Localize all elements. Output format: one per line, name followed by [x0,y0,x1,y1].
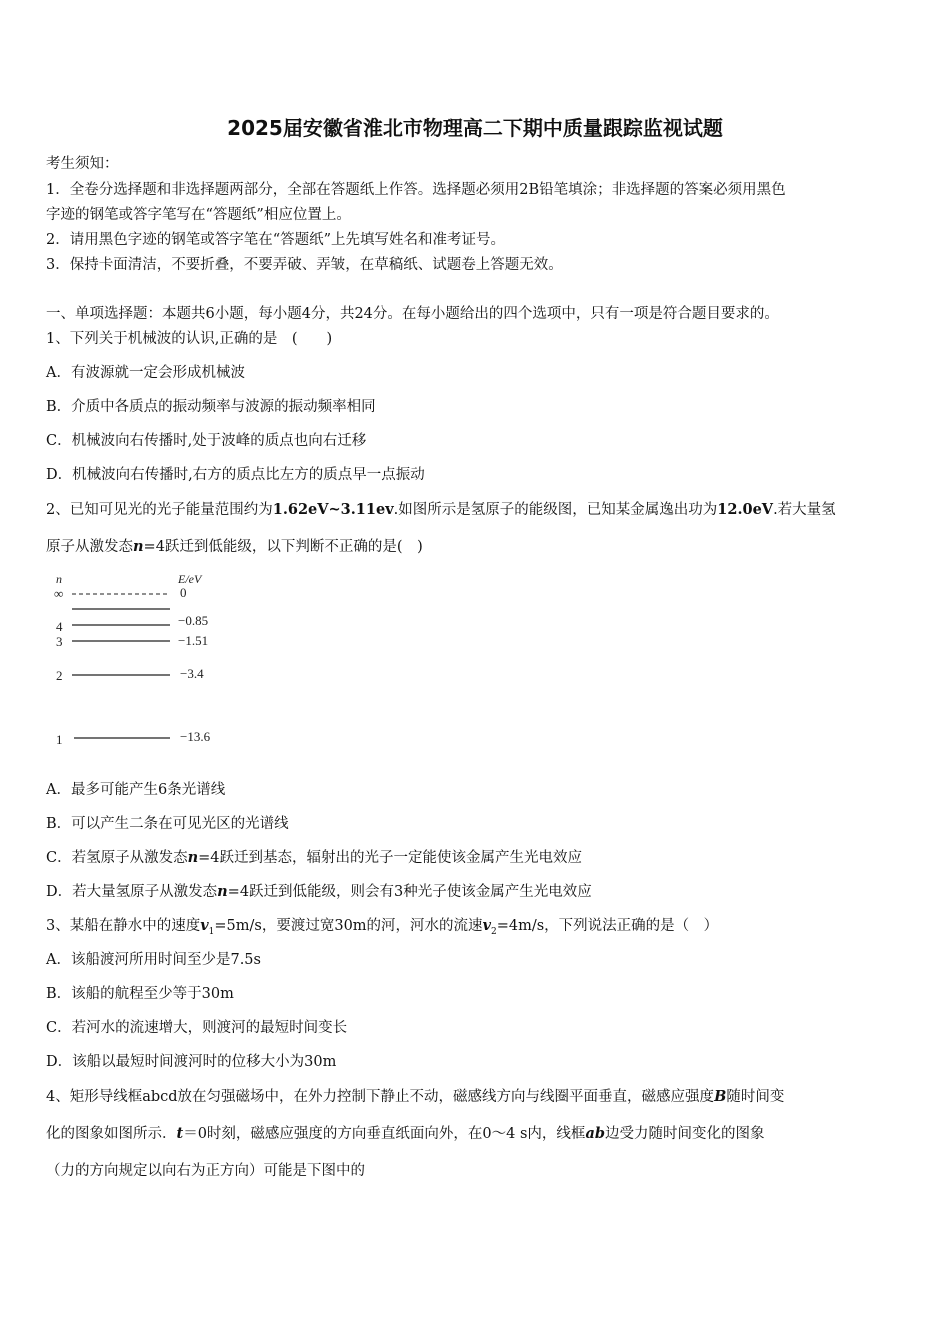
level-3-energy: −1.51 [178,633,209,648]
level-infinity-n: ∞ [54,586,64,601]
notice-item-3: 3．保持卡面清洁，不要折叠，不要弄破、弄皱，在草稿纸、试题卷上答题无效。 [46,257,563,273]
question-2-option-c: C．若氢原子从激发态n=4跃迁到基态，辐射出的光子一定能使该金属产生光电效应 [46,849,583,866]
question-1-option-b: B．介质中各质点的振动频率与波源的振动频率相同 [46,399,376,415]
question-2-stem-line-2: 原子从激发态n=4跃迁到低能级，以下判断不正确的是( ) [46,538,423,555]
diagram-n-label: n [56,572,62,586]
question-3-stem: 3、某船在静水中的速度$v_1=5m/s$，要渡过宽30m的河，河水的流速$v_2=4m/s$，下列说法正确的是（ ） [46,917,719,937]
question-3-option-d: D．该船以最短时间渡河时的位移大小为30m [46,1054,337,1070]
diagram-energy-label: E/eV [178,572,202,586]
question-1-stem: 1、下列关于机械波的认识,正确的是 ( ) [46,331,333,347]
question-4-line-3: （力的方向规定以向右为正方向）可能是下图中的 [46,1163,365,1179]
question-2-option-b: B．可以产生二条在可见光区的光谱线 [46,816,289,832]
level-2-n: 2 [56,668,63,683]
level-4-n: 4 [56,619,63,634]
section-heading: 一、单项选择题：本题共6小题，每小题4分，共24分。在每小题给出的四个选项中，只有一项是符合题目要求的。 [46,306,779,322]
level-3-n: 3 [56,634,63,649]
question-1-option-d: D．机械波向右传播时,右方的质点比左方的质点早一点振动 [46,467,425,483]
question-3-option-b: B．该船的航程至少等于30m [46,986,234,1002]
question-4-line-1: 4、矩形导线框abcd放在匀强磁场中，在外力控制下静止不动，磁感线方向与线圈平面垂直，磁感应强度B随时间变 [46,1088,785,1105]
notice-item-2: 2．请用黑色字迹的钢笔或答字笔在“答题纸”上先填写姓名和准考证号。 [46,232,506,248]
notice-item-1a: 1．全卷分选择题和非选择题两部分，全部在答题纸上作答。选择题必须用2B铅笔填涂；非选择题的答案必须用黑色 [46,182,786,198]
question-2-stem-line-1: 2、已知可见光的光子能量范围约为1.62eV~3.11ev.如图所示是氢原子的能级图，已知某金属逸出功为12.0eV.若大量氢 [46,501,836,518]
question-3-option-c: C．若河水的流速增大，则渡河的最短时间变长 [46,1020,348,1036]
level-1-energy: −13.6 [180,729,211,744]
question-3-option-a: A．该船渡河所用时间至少是7.5s [46,952,261,968]
question-4-line-2: 化的图象如图所示．t＝0时刻，磁感应强度的方向垂直纸面向外，在0～4 s内，线框ab边受力随时间变化的图象 [46,1125,765,1142]
notice-heading: 考生须知： [46,156,119,172]
level-2-energy: −3.4 [180,666,204,681]
question-2-option-d: D．若大量氢原子从激发态n=4跃迁到低能级，则会有3种光子使该金属产生光电效应 [46,883,592,900]
level-4-energy: −0.85 [178,613,209,628]
energy-level-diagram [50,568,230,753]
level-infinity-energy: 0 [180,585,187,600]
question-1-option-a: A．有波源就一定会形成机械波 [46,365,245,381]
level-1-n: 1 [56,732,63,747]
question-1-option-c: C．机械波向右传播时,处于波峰的质点也向右迁移 [46,433,367,449]
page-title: 2025届安徽省淮北市物理高二下期中质量跟踪监视试题 [227,116,723,140]
question-2-option-a: A．最多可能产生6条光谱线 [46,782,226,798]
notice-item-1b: 字迹的钢笔或答字笔写在“答题纸”相应位置上。 [46,207,351,223]
